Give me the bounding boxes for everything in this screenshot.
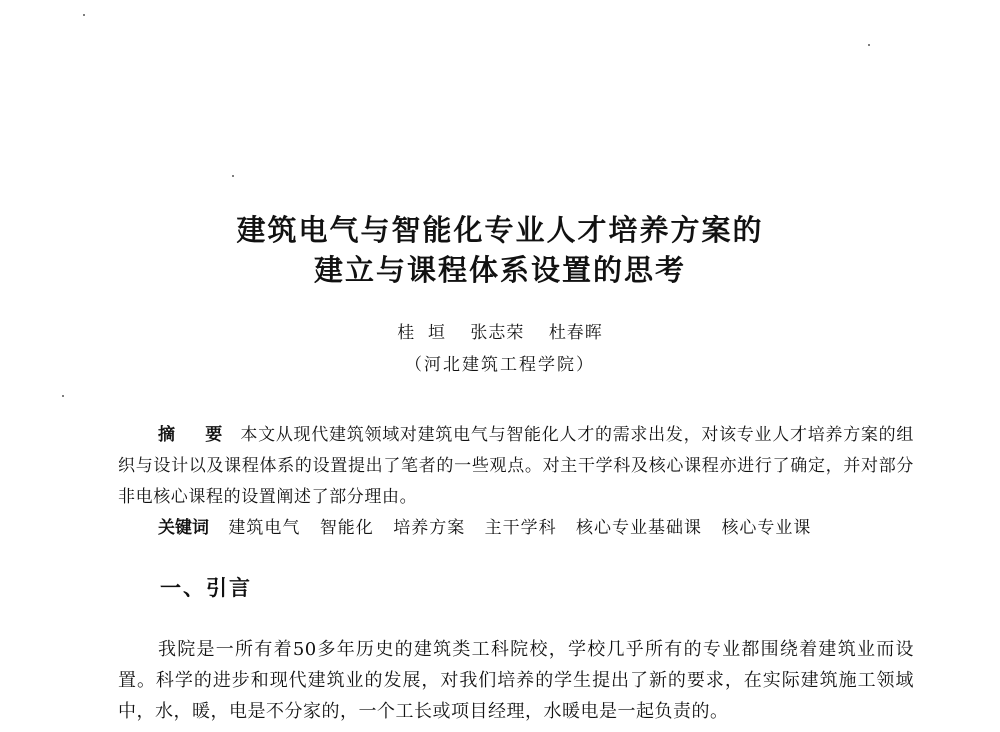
abstract [118,420,914,513]
author-name: 桂 垣 [397,323,446,343]
keyword: 核心专业基础课 [576,518,703,538]
section-heading: 一、引言 [160,576,252,600]
abstract-label: 摘 要 [158,425,229,445]
keywords [158,513,918,544]
keyword: 建筑电气 [228,518,301,538]
keywords-label: 关键词 [158,518,209,538]
keyword: 培养方案 [393,518,466,538]
author-name: 张志荣 [470,323,525,343]
keyword: 核心专业课 [721,518,812,538]
scan-speck [83,14,85,16]
paper-title [0,210,1000,290]
abstract-text: 本文从现代建筑领域对建筑电气与智能化人才的需求出发，对该专业人才培养方案的组织与设计以及课程体系的设置提出了笔者的一些观点。对主干学科及核心课程亦进行了确定，并对部分非电核心课程的设置阐述了部分理由。 [118,425,914,507]
keyword: 主干学科 [484,518,557,538]
author-name: 杜春晖 [548,323,603,343]
scan-speck [62,395,64,397]
keyword: 智能化 [319,518,374,538]
title-line-1: 建筑电气与智能化专业人才培养方案的 [236,213,764,247]
author-list [0,318,1000,343]
scan-speck [868,44,870,46]
author-affiliation: （河北建筑工程学院） [405,355,595,375]
title-line-2: 建立与课程体系设置的思考 [313,253,686,287]
scan-speck [232,175,234,177]
body-paragraph: 我院是一所有着50多年历史的建筑类工科院校，学校几乎所有的专业都围绕着建筑业而设置。科学的进步和现代建筑业的发展，对我们培养的学生提出了新的要求，在实际建筑施工领域中，水，暖，电是不分家的，一个工长或项目经理，水暖电是一起负责的。 [118,639,914,722]
